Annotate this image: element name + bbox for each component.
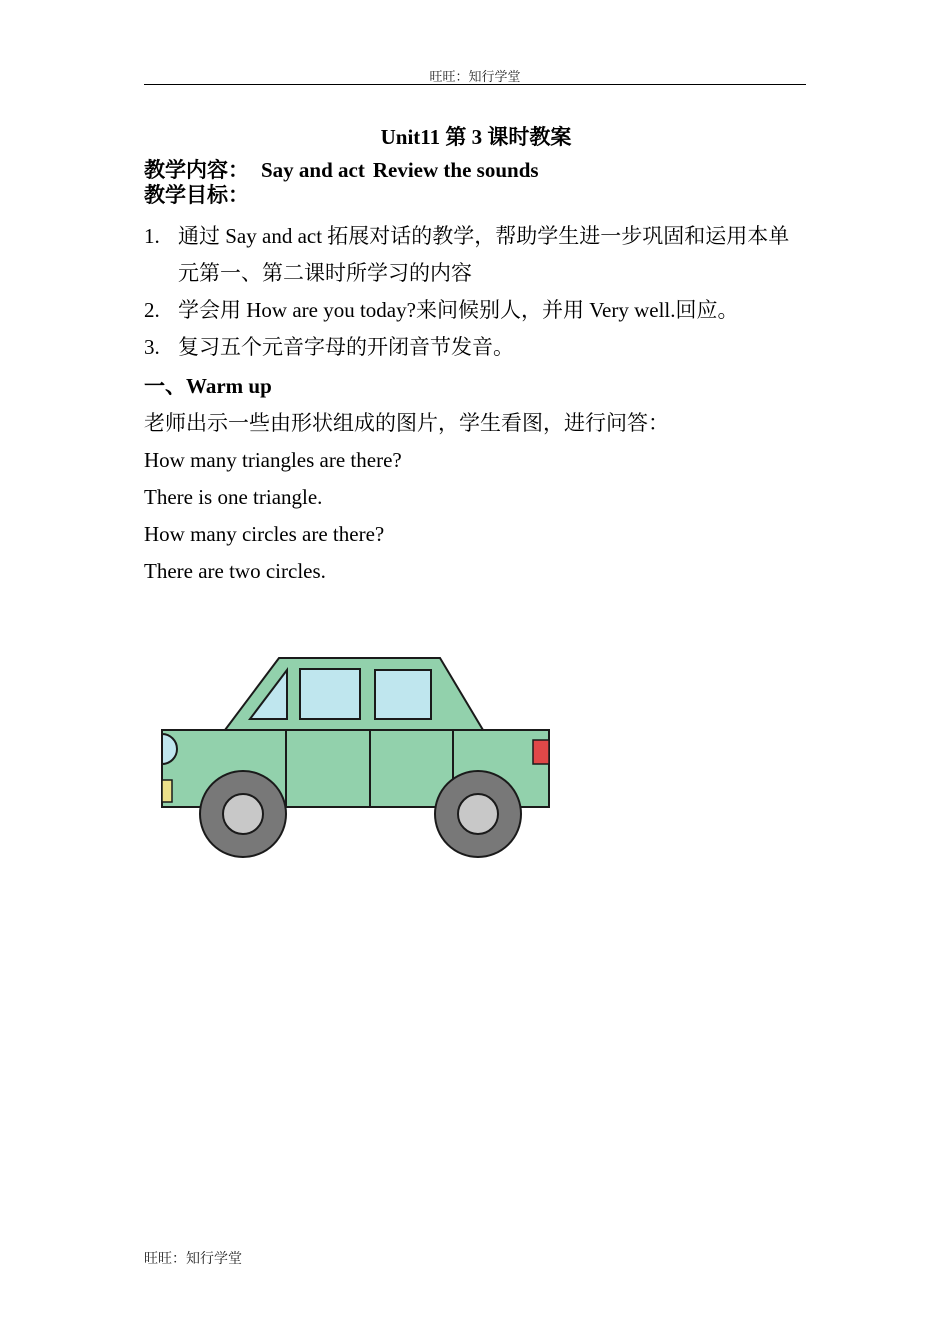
- teaching-content-label: 教学内容：: [144, 158, 249, 182]
- car-shapes-figure: [155, 650, 555, 860]
- car-taillight: [533, 740, 549, 764]
- dialogue-line: There is one triangle.: [144, 485, 323, 509]
- objective-item: [144, 329, 808, 366]
- car-front-light: [162, 780, 172, 802]
- page-footer: 旺旺：知行学堂: [144, 1252, 242, 1267]
- dialogue-line: How many triangles are there?: [144, 448, 402, 472]
- objective-text: 通过 Say and act 拓展对话的教学，帮助学生进一步巩固和运用本单元第一、第二课时所学习的内容: [178, 224, 790, 285]
- teaching-content-part2: Review the sounds: [372, 158, 539, 182]
- dialogue-line: How many circles are there?: [144, 522, 385, 546]
- objectives-list: [144, 218, 808, 366]
- header-rule: [144, 84, 806, 85]
- page-header: 旺旺：知行学堂: [429, 69, 521, 84]
- objective-text: 复习五个元音字母的开闭音节发音。: [178, 335, 514, 359]
- section-heading-warm-up: 一、Warm up: [144, 374, 272, 398]
- car-hub-front: [223, 794, 263, 834]
- objectives-label: 教学目标：: [144, 183, 249, 207]
- objective-item: [144, 292, 808, 329]
- teaching-content-line: [144, 158, 808, 183]
- teaching-content-part1: Say and act: [261, 158, 365, 182]
- car-window-front: [300, 669, 360, 719]
- warm-up-intro: 老师出示一些由形状组成的图片，学生看图，进行问答：: [144, 411, 669, 435]
- document-title: Unit11 第 3 课时教案: [380, 125, 572, 149]
- car-window-rear: [375, 670, 431, 719]
- objective-item: [144, 218, 808, 292]
- dialogue-line: There are two circles.: [144, 559, 326, 583]
- document-body: [144, 122, 808, 590]
- objective-number: 2.: [144, 298, 160, 322]
- car-hub-rear: [458, 794, 498, 834]
- objective-number: 1.: [144, 224, 160, 248]
- objective-number: 3.: [144, 335, 160, 359]
- objective-text: 学会用 How are you today?来问候别人，并用 Very well.回应。: [178, 298, 739, 322]
